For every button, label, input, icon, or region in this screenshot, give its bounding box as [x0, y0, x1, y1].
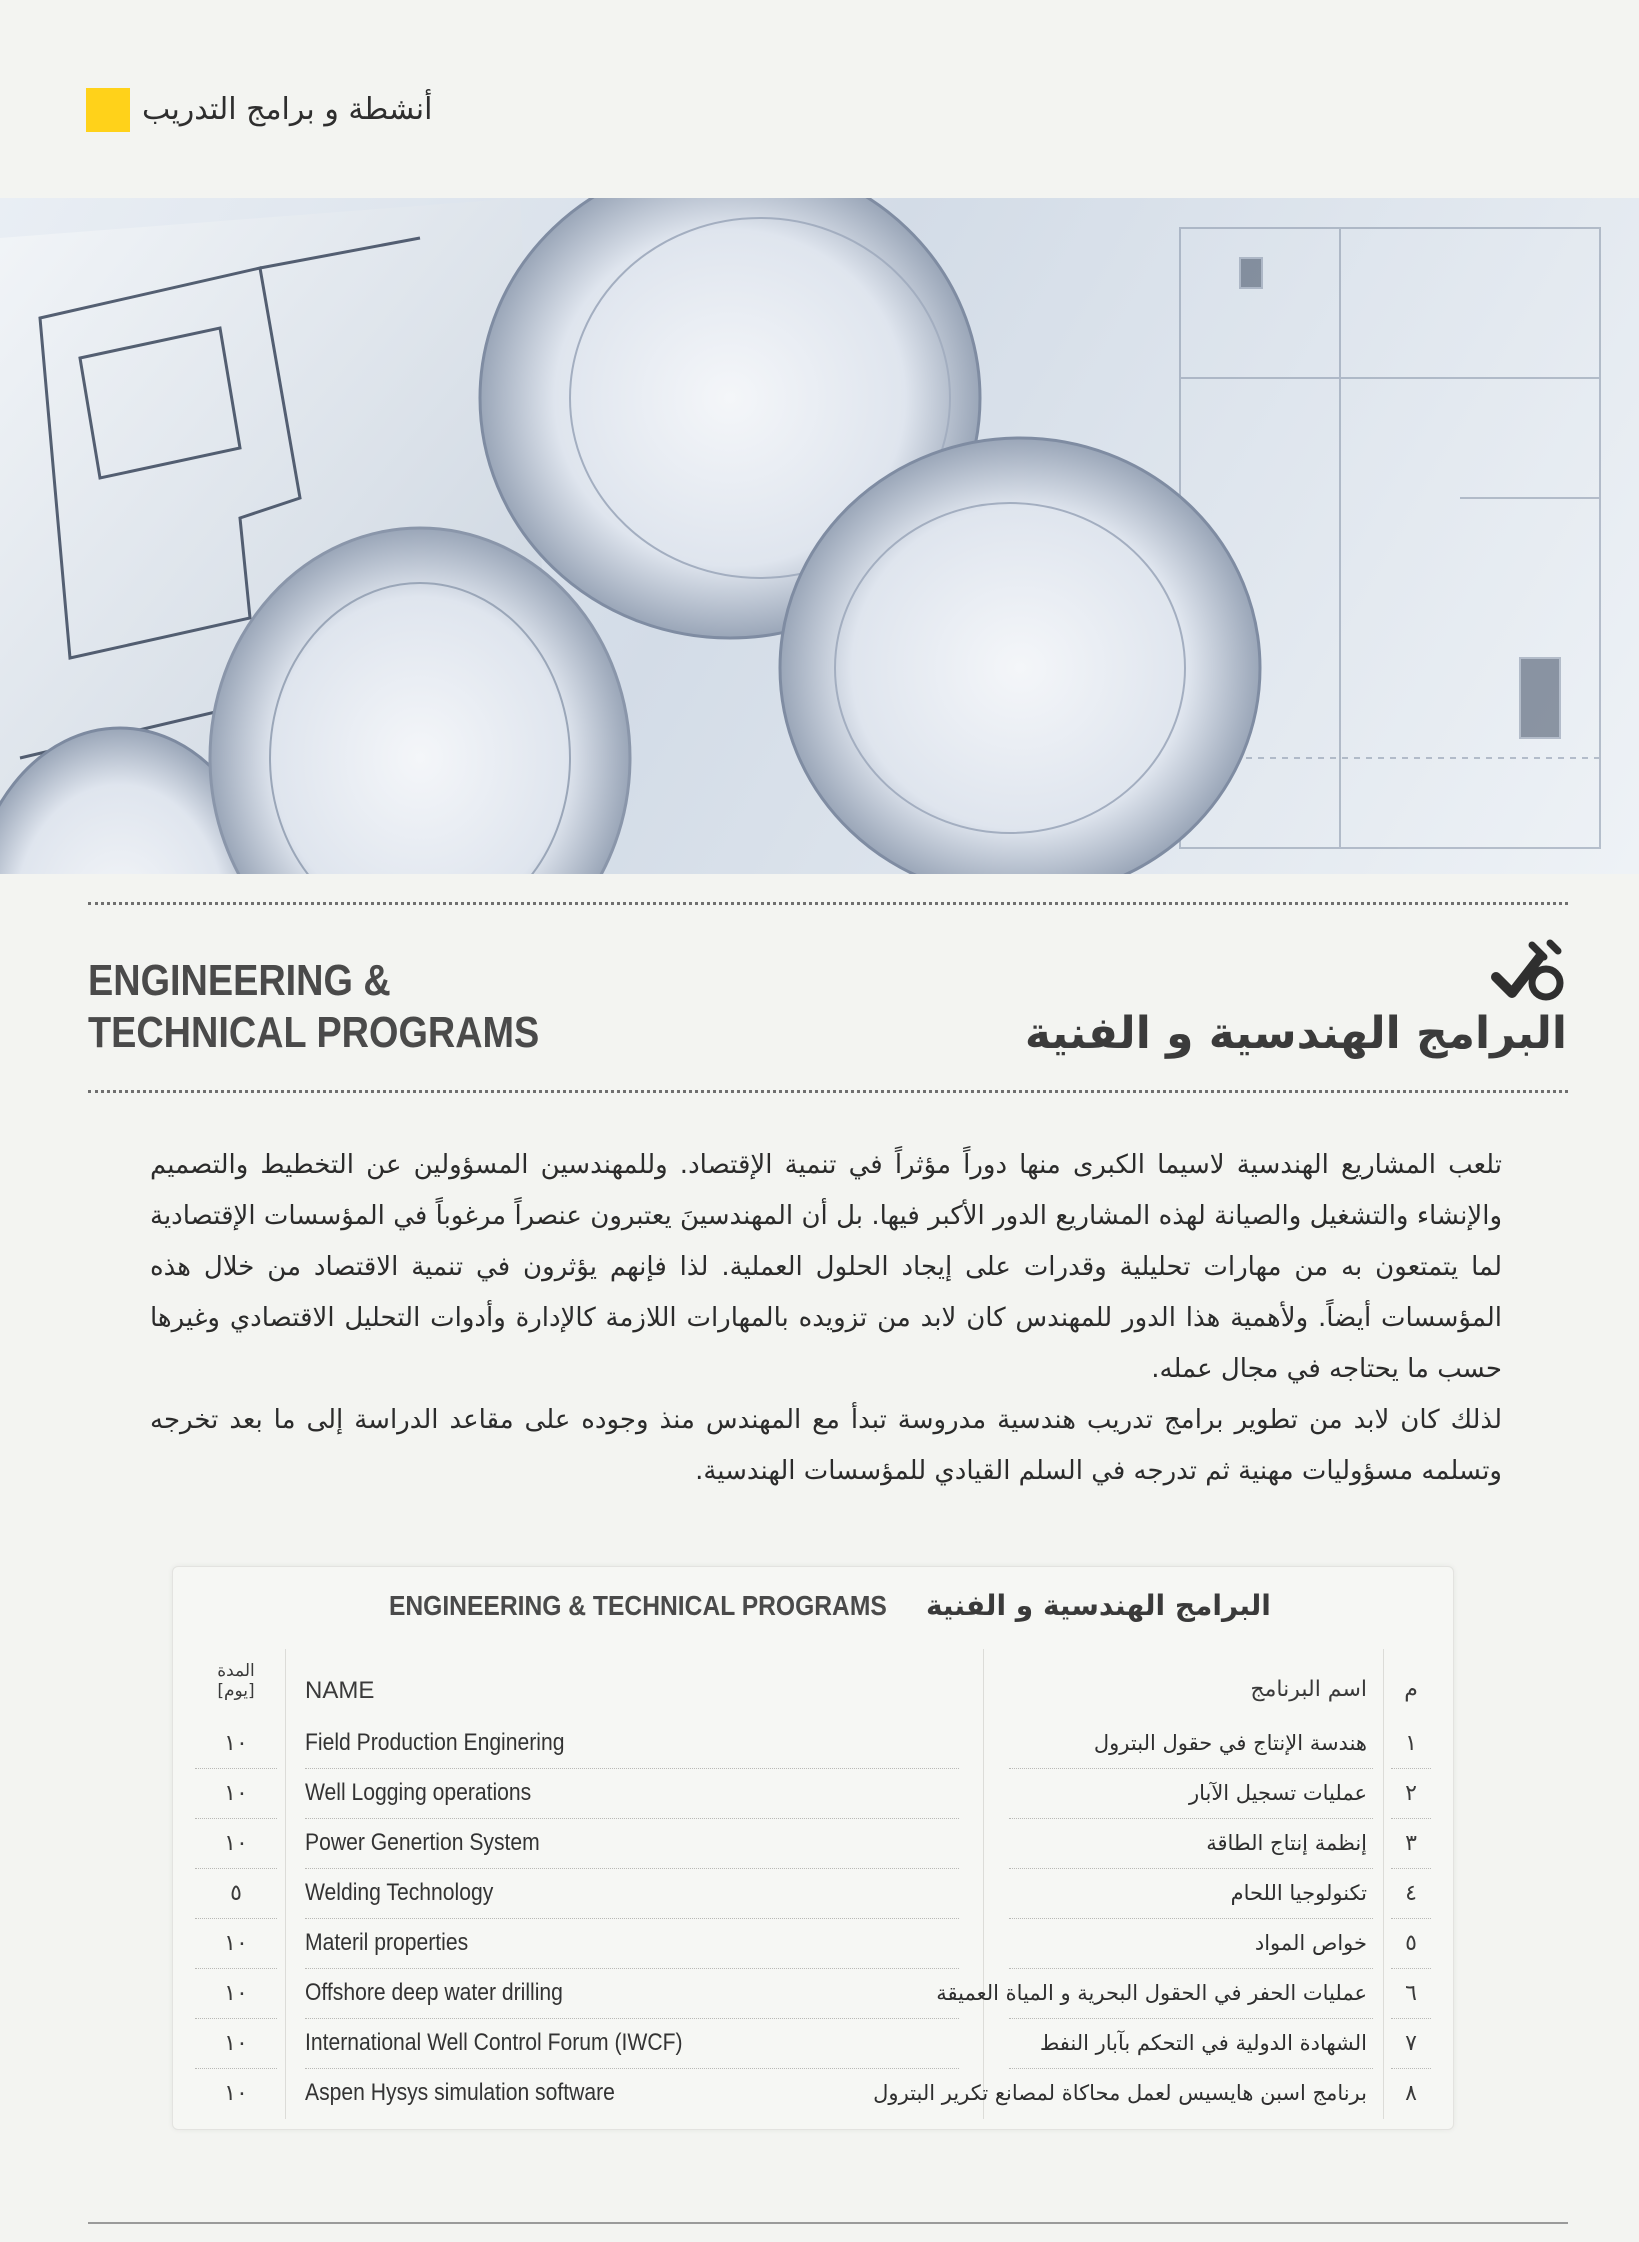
row-days: ١٠ [224, 1831, 248, 1856]
table-row [173, 1869, 1453, 1919]
table-row [173, 1769, 1453, 1819]
row-number: ٥ [1405, 1931, 1417, 1956]
row-name-en: International Well Control Forum (IWCF) [305, 2029, 683, 2056]
row-number: ٧ [1405, 2031, 1417, 2056]
table-row [173, 1719, 1453, 1769]
header-days-label: المدة [217, 1661, 255, 1681]
section-marker [86, 88, 130, 132]
header-number: م [1404, 1677, 1418, 1702]
english-title-line2: TECHNICAL PROGRAMS [88, 1008, 540, 1057]
arabic-title: البرامج الهندسية و الفنية [1024, 1008, 1567, 1059]
row-name-en: Materil properties [305, 1929, 469, 1956]
intro-paragraph-1: تلعب المشاريع الهندسية لاسيما الكبرى منها دوراً مؤثراً في تنمية الإقتصاد. وللمهندسين المسؤولين عن التخطيط والتصميم والإنشاء والتشغيل والصيانة لهذه المشاريع الدور الأكبر فيها. بل أن المهندسينَ يعتبرون عنصراً مرغوباً في المؤسسات الإقتصادية لما يتمتعون به من مهارات تحليلية وقدرات على إيجاد الحلول العملية. لذا فإنهم يؤثرون في تنمية الاقتصاد من خلال هذه المؤسسات أيضاً. ولأهمية هذا الدور للمهندس كان لابد من تزويده بالمهارات اللازمة كالإدارة وأدوات التحليل الاقتصادي وغيرها حسب ما يحتاجه في مجال عمله. [150, 1150, 1502, 1384]
header-name: NAME [305, 1677, 375, 1704]
table-row [173, 1969, 1453, 2019]
intro-text [150, 1140, 1502, 1497]
row-days: ٥ [230, 1881, 242, 1906]
row-name-en: Welding Technology [305, 1879, 494, 1906]
row-name-en: Offshore deep water drilling [305, 1979, 563, 2006]
table-row [173, 2019, 1453, 2069]
row-name-ar: عمليات الحفر في الحقول البحرية و المياة العميقة [936, 1981, 1367, 2005]
row-name-ar: الشهادة الدولية في التحكم بآبار النفط [1039, 2031, 1367, 2055]
table-row [173, 2069, 1453, 2119]
row-name-en: Power Genertion System [305, 1829, 540, 1856]
row-name-ar: خواص المواد [1254, 1931, 1367, 1955]
table-title-en: ENGINEERING & TECHNICAL PROGRAMS [389, 1589, 887, 1621]
row-name-en: Well Logging operations [305, 1779, 532, 1806]
row-name-ar: برنامج اسبن هايسيس لعمل محاكاة لمصانع تكرير البترول [873, 2081, 1367, 2105]
row-days: ١٠ [224, 1981, 248, 2006]
footer-rule [88, 2222, 1568, 2224]
table-title-ar: البرامج الهندسية و الفنية [925, 1589, 1271, 1622]
row-name-ar: تكنولوجيا اللحام [1230, 1881, 1367, 1905]
row-name-en: Field Production Enginering [305, 1729, 565, 1756]
table-title [173, 1589, 1453, 1622]
intro-paragraph-2: لذلك كان لابد من تطوير برامج تدريب هندسية مدروسة تبدأ مع المهندس منذ وجوده على مقاعد الدراسة إلى ما بعد تخرجه وتسلمه مسؤوليات مهنية ثم تدرجه في السلم القيادي للمؤسسات الهندسية. [150, 1405, 1502, 1486]
row-days: ١٠ [224, 2081, 248, 2106]
english-title [88, 955, 539, 1059]
divider-top [88, 902, 1568, 905]
programs-table [172, 1566, 1454, 2130]
row-name-ar: هندسة الإنتاج في حقول البترول [1093, 1731, 1367, 1755]
row-number: ٣ [1405, 1831, 1417, 1856]
table-row [173, 1819, 1453, 1869]
row-name-ar: إنظمة إنتاج الطاقة [1206, 1831, 1367, 1855]
divider-bottom [88, 1090, 1568, 1093]
row-number: ٤ [1405, 1881, 1417, 1906]
row-days: ١٠ [224, 1781, 248, 1806]
row-number: ٨ [1405, 2081, 1417, 2106]
tools-check-icon [1488, 935, 1568, 1015]
header-days [195, 1661, 277, 1701]
row-days: ١٠ [224, 1731, 248, 1756]
row-days: ١٠ [224, 2031, 248, 2056]
english-title-line1: ENGINEERING & [88, 956, 391, 1005]
row-number: ٢ [1405, 1781, 1417, 1806]
header-name-ar: اسم البرنامج [1250, 1677, 1367, 1702]
row-number: ١ [1405, 1731, 1417, 1756]
blueprint-rolls-image [0, 198, 1639, 874]
table-row [173, 1919, 1453, 1969]
row-number: ٦ [1405, 1981, 1417, 2006]
row-days: ١٠ [224, 1931, 248, 1956]
row-name-ar: عمليات تسجيل الآبار [1188, 1781, 1367, 1805]
section-tag: أنشطة و برامج التدريب [142, 92, 433, 127]
row-name-en: Aspen Hysys simulation software [305, 2079, 615, 2106]
header-days-unit: [يوم] [217, 1681, 255, 1701]
